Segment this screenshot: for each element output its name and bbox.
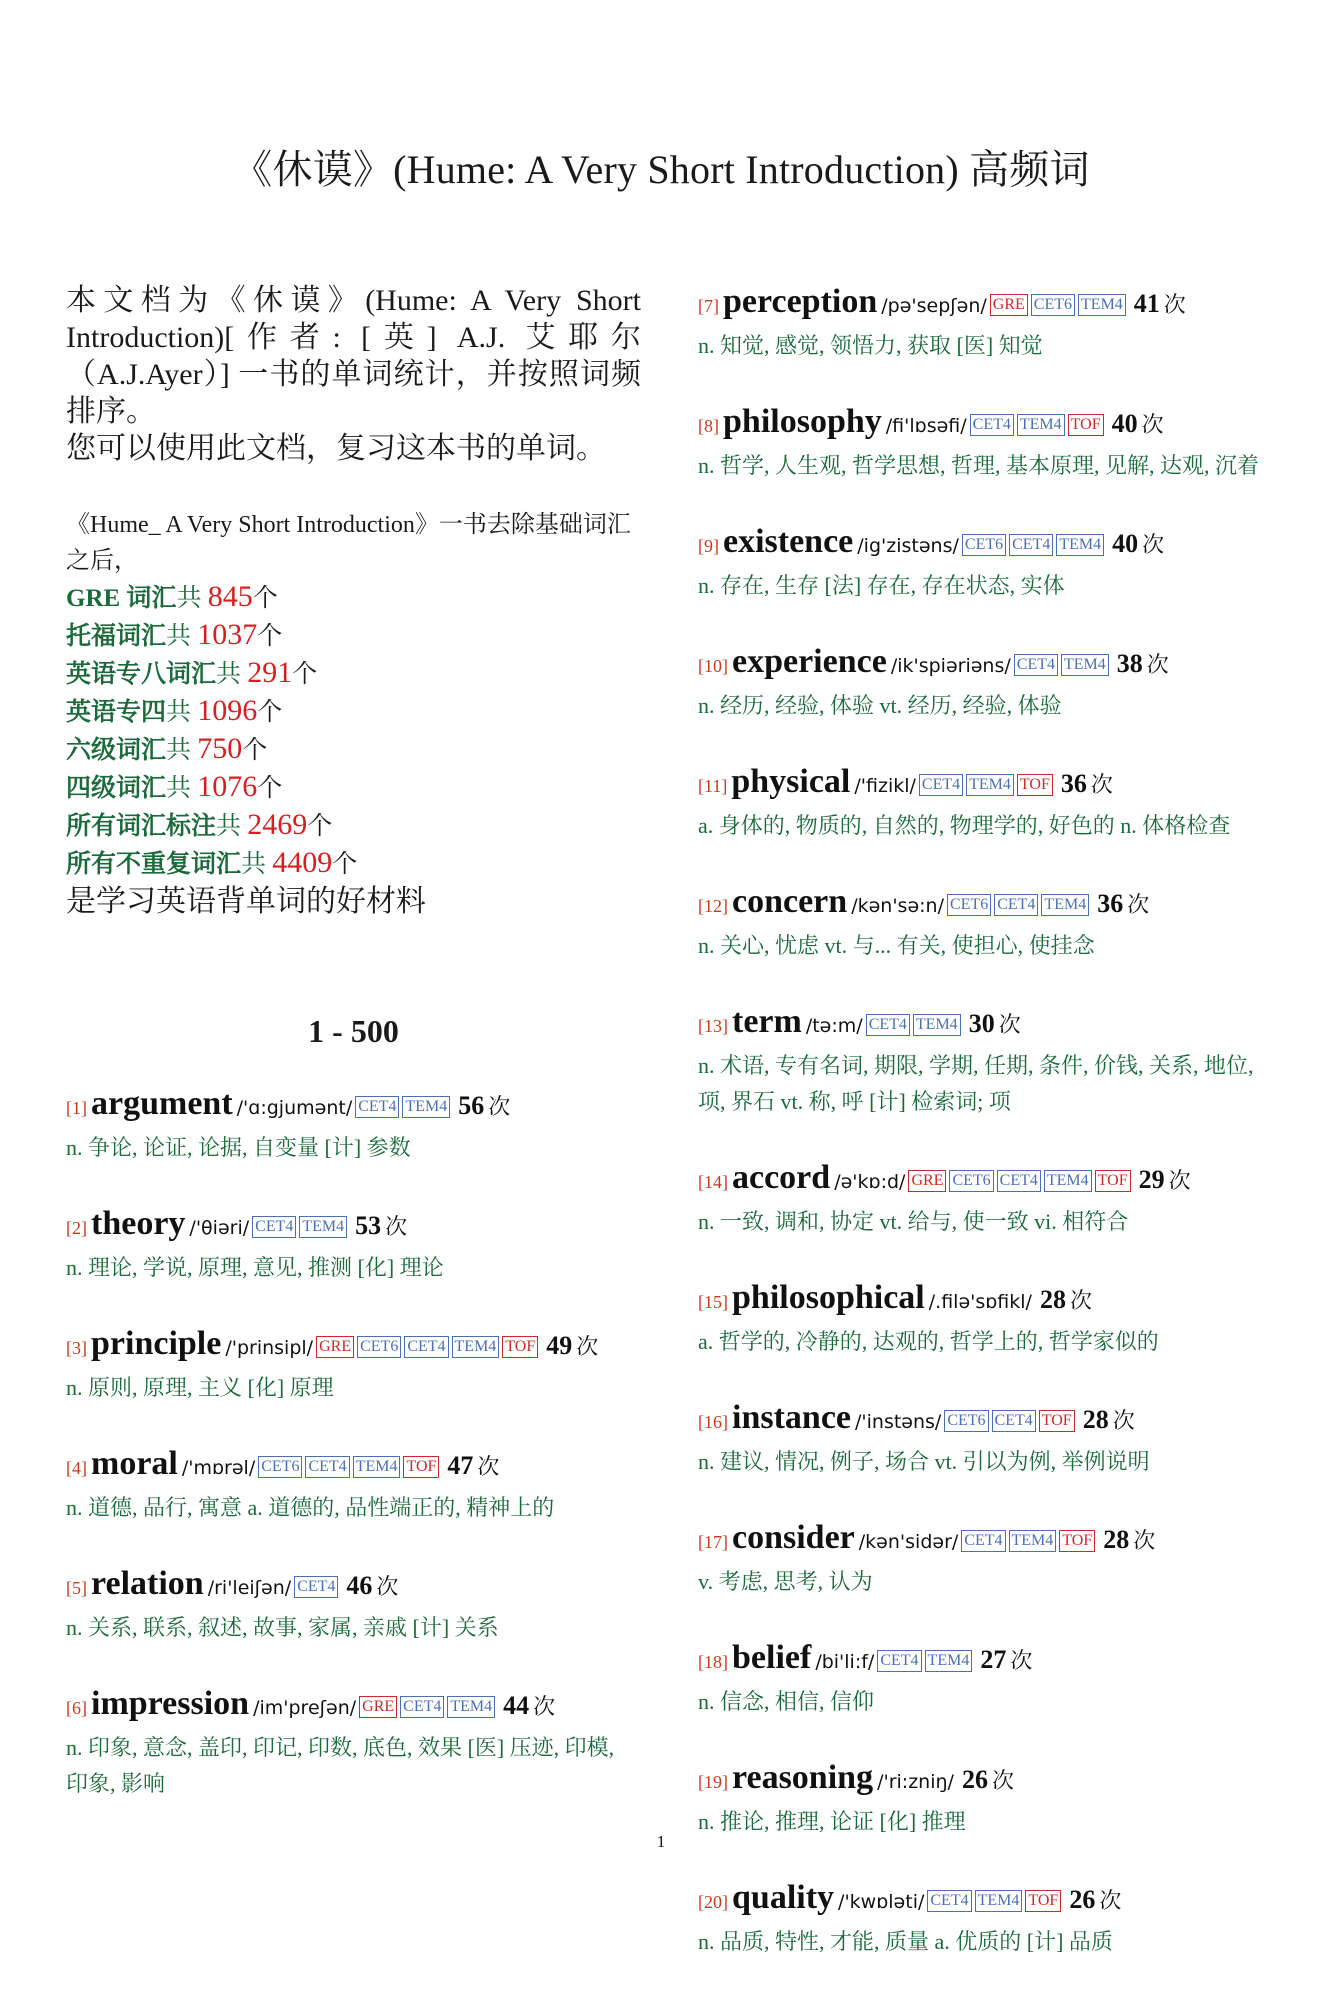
stat-list	[66, 579, 641, 883]
entry-definition: n. 一致, 调和, 协定 vt. 给与, 使一致 vi. 相符合	[698, 1209, 1129, 1234]
stat-row	[66, 731, 641, 769]
entry-index: [9]	[698, 536, 719, 556]
entry-definition: n. 关系, 联系, 叙述, 故事, 家属, 亲戚 [计] 关系	[66, 1615, 499, 1640]
stat-label: 所有词汇标注	[66, 813, 217, 840]
stat-row	[66, 579, 641, 617]
count-suffix: 次	[991, 1768, 1014, 1793]
exam-tag: TOF	[1095, 1170, 1131, 1192]
stat-label: 托福词汇	[66, 623, 167, 650]
exam-tag: CET4	[355, 1096, 399, 1118]
entry-count: 47	[447, 1451, 474, 1480]
entry-definition: n. 争论, 论证, 论据, 自变量 [计] 参数	[66, 1135, 411, 1160]
entry-word: physical	[731, 763, 851, 800]
count-suffix: 次	[533, 1694, 556, 1719]
entry-header	[66, 1324, 641, 1370]
entry-word: argument	[91, 1085, 233, 1122]
exam-tag: TEM4	[1041, 894, 1089, 916]
entry-list-right	[698, 282, 1273, 1960]
entry-header	[698, 402, 1273, 448]
count-suffix: 次	[1141, 412, 1164, 437]
count-suffix: 次	[477, 1454, 500, 1479]
stat-row	[66, 693, 641, 731]
entry-definition: n. 品质, 特性, 才能, 质量 a. 优质的 [计] 品质	[698, 1929, 1113, 1954]
exam-tag: GRE	[359, 1696, 397, 1718]
entry-index: [20]	[698, 1892, 728, 1912]
entry-word: instance	[732, 1399, 851, 1436]
entry-count: 49	[546, 1331, 573, 1360]
exam-tag: TOF	[1017, 774, 1053, 796]
word-entry	[66, 1324, 641, 1406]
entry-index: [17]	[698, 1532, 728, 1552]
intro-text	[66, 282, 641, 467]
exam-tag: GRE	[990, 294, 1028, 316]
exam-tag: CET6	[949, 1170, 993, 1192]
entry-count: 56	[458, 1091, 485, 1120]
entry-header	[66, 1444, 641, 1490]
exam-tag: TEM4	[402, 1096, 450, 1118]
exam-tag: TOF	[1068, 414, 1104, 436]
exam-tag: CET4	[866, 1014, 910, 1036]
page-title: 《休谟》(Hume: A Very Short Introduction) 高频词	[232, 147, 1090, 192]
entry-index: [1]	[66, 1098, 87, 1118]
entry-phonetic: /'θiəri/	[189, 1217, 250, 1239]
exam-tag: CET4	[994, 894, 1038, 916]
entry-phonetic: /ri'leiʃən/	[207, 1577, 292, 1599]
entry-word: philosophy	[723, 403, 882, 440]
word-entry	[698, 1518, 1273, 1600]
stat-unit: 个	[252, 585, 278, 612]
exam-tag: TOF	[403, 1456, 439, 1478]
entry-index: [13]	[698, 1016, 728, 1036]
entry-count: 26	[961, 1765, 988, 1794]
entry-header	[66, 1204, 641, 1250]
stat-number: 845	[207, 580, 253, 613]
entry-word: consider	[732, 1519, 855, 1556]
summary-lead: 《Hume_ A Very Short Introduction》一书去除基础词汇之后，	[66, 512, 631, 574]
count-suffix: 次	[1163, 292, 1186, 317]
entry-phonetic: /'mɒrəl/	[181, 1457, 256, 1479]
exam-tag: CET4	[970, 414, 1014, 436]
stat-row	[66, 769, 641, 807]
entry-count: 28	[1082, 1405, 1109, 1434]
exam-tag: TEM4	[447, 1696, 495, 1718]
entry-count: 28	[1039, 1285, 1066, 1314]
entry-definition: n. 哲学, 人生观, 哲学思想, 哲理, 基本原理, 见解, 达观, 沉着	[698, 453, 1260, 478]
entry-phonetic: /'prinsipl/	[225, 1337, 314, 1359]
entry-word: theory	[91, 1205, 186, 1242]
word-entry	[698, 1878, 1273, 1960]
entry-header	[698, 522, 1273, 568]
stat-unit: 个	[307, 813, 333, 840]
entry-index: [4]	[66, 1458, 87, 1478]
exam-tag: CET4	[919, 774, 963, 796]
entry-header	[698, 1398, 1273, 1444]
count-suffix: 次	[488, 1094, 511, 1119]
page-number: 1	[656, 1832, 666, 1851]
entry-index: [12]	[698, 896, 728, 916]
entry-word: belief	[732, 1639, 812, 1676]
entry-phonetic: /ə'kɒ:d/	[834, 1171, 906, 1193]
entry-word: accord	[732, 1159, 831, 1196]
exam-tag: CET4	[305, 1456, 349, 1478]
count-suffix: 次	[998, 1012, 1021, 1037]
count-suffix: 次	[1069, 1288, 1092, 1313]
count-suffix: 次	[1112, 1408, 1135, 1433]
stat-label: 英语专八词汇	[66, 661, 217, 688]
exam-tag: CET6	[962, 534, 1006, 556]
exam-tag: CET4	[927, 1890, 971, 1912]
stat-suffix: 共	[166, 737, 198, 764]
entry-index: [16]	[698, 1412, 728, 1432]
entry-word: existence	[723, 523, 854, 560]
stat-label: 所有不重复词汇	[66, 851, 242, 878]
entry-header	[698, 1278, 1273, 1324]
entry-phonetic: /ik'spiəriəns/	[890, 655, 1011, 677]
stat-number: 2469	[247, 808, 308, 841]
entry-header	[66, 1564, 641, 1610]
count-suffix: 次	[1146, 652, 1169, 677]
exam-tag: CET6	[1031, 294, 1075, 316]
exam-tag: TEM4	[299, 1216, 347, 1238]
entry-index: [15]	[698, 1292, 728, 1312]
stat-suffix: 共	[216, 661, 248, 688]
word-entry	[66, 1684, 641, 1802]
stat-suffix: 共	[166, 623, 198, 650]
entry-definition: a. 身体的, 物质的, 自然的, 物理学的, 好色的 n. 体格检查	[698, 813, 1231, 838]
exam-tag: TOF	[502, 1336, 538, 1358]
entry-index: [7]	[698, 296, 719, 316]
stat-number: 1096	[197, 694, 258, 727]
word-entry	[698, 1278, 1273, 1360]
stat-unit: 个	[292, 661, 318, 688]
stat-suffix: 共	[216, 813, 248, 840]
entry-word: philosophical	[732, 1279, 925, 1316]
exam-tag: CET6	[357, 1336, 401, 1358]
word-entry	[698, 282, 1273, 364]
entry-word: reasoning	[732, 1759, 874, 1796]
entry-phonetic: /'ri:zniŋ/	[877, 1771, 954, 1793]
entry-definition: n. 道德, 品行, 寓意 a. 道德的, 品性端正的, 精神上的	[66, 1495, 555, 1520]
stat-row	[66, 617, 641, 655]
entry-header	[698, 282, 1273, 328]
exam-tag: TEM4	[925, 1650, 973, 1672]
word-entry	[698, 1002, 1273, 1120]
word-entry	[66, 1204, 641, 1286]
entry-phonetic: /kən'sidər/	[858, 1531, 959, 1553]
entry-header	[698, 642, 1273, 688]
exam-tag: TEM4	[1078, 294, 1126, 316]
entry-definition: n. 术语, 专有名词, 期限, 学期, 任期, 条件, 价钱, 关系, 地位, 项, 界石 vt. 称, 呼 [计] 检索词; 项	[698, 1053, 1254, 1114]
stat-unit: 个	[332, 851, 358, 878]
entry-count: 46	[346, 1571, 373, 1600]
entry-phonetic: /'instəns/	[855, 1411, 942, 1433]
exam-tag: CET4	[1014, 654, 1058, 676]
exam-tag: TEM4	[1009, 1530, 1057, 1552]
entry-header	[698, 1158, 1273, 1204]
count-suffix: 次	[1099, 1888, 1122, 1913]
word-entry	[698, 1158, 1273, 1240]
left-column	[66, 282, 641, 1840]
entry-phonetic: /ig'zistəns/	[857, 535, 959, 557]
exam-tag: CET4	[404, 1336, 448, 1358]
stat-label: 英语专四	[66, 699, 167, 726]
entry-index: [5]	[66, 1578, 87, 1598]
entry-count: 44	[503, 1691, 530, 1720]
entry-definition: n. 经历, 经验, 体验 vt. 经历, 经验, 体验	[698, 693, 1062, 718]
entry-count: 26	[1069, 1885, 1096, 1914]
exam-tag: TEM4	[975, 1890, 1023, 1912]
entry-phonetic: /bi'li:f/	[815, 1651, 875, 1673]
stat-label: GRE 词汇	[66, 585, 177, 612]
entry-definition: n. 知觉, 感觉, 领悟力, 获取 [医] 知觉	[698, 333, 1043, 358]
exam-tag: CET4	[877, 1650, 921, 1672]
entry-count: 36	[1060, 769, 1087, 798]
entry-word: moral	[91, 1445, 178, 1482]
entry-index: [10]	[698, 656, 728, 676]
intro-paragraph-1: 本文档为《休谟》(Hume: A Very Short Introduction)[作者: [英] A.J. 艾耶尔（A.J.Ayer）] 一书的单词统计，并按照词频排序。	[66, 284, 641, 428]
entry-index: [6]	[66, 1698, 87, 1718]
entry-phonetic: /'fizikl/	[854, 775, 916, 797]
word-entry	[698, 642, 1273, 724]
word-entry	[698, 1398, 1273, 1480]
entry-definition: n. 建议, 情况, 例子, 场合 vt. 引以为例, 举例说明	[698, 1449, 1150, 1474]
word-entry	[66, 1444, 641, 1526]
count-suffix: 次	[1127, 892, 1150, 917]
exam-tag: TEM4	[452, 1336, 500, 1358]
word-entry	[698, 762, 1273, 844]
entry-count: 28	[1103, 1525, 1130, 1554]
exam-tag: CET6	[947, 894, 991, 916]
exam-tag: TOF	[1025, 1890, 1061, 1912]
stat-row	[66, 807, 641, 845]
count-suffix: 次	[1133, 1528, 1156, 1553]
exam-tag: CET4	[252, 1216, 296, 1238]
word-entry	[698, 882, 1273, 964]
exam-tag: CET4	[400, 1696, 444, 1718]
entry-index: [19]	[698, 1772, 728, 1792]
exam-tag: TEM4	[913, 1014, 961, 1036]
exam-tag: TEM4	[1017, 414, 1065, 436]
entry-header	[66, 1684, 641, 1730]
entry-definition: n. 存在, 生存 [法] 存在, 存在状态, 实体	[698, 573, 1065, 598]
entry-count: 29	[1138, 1165, 1165, 1194]
entry-count: 36	[1097, 889, 1124, 918]
stat-label: 六级词汇	[66, 737, 167, 764]
entry-index: [18]	[698, 1652, 728, 1672]
stat-row	[66, 655, 641, 693]
stat-suffix: 共	[176, 585, 208, 612]
stat-label: 四级词汇	[66, 775, 167, 802]
entry-count: 53	[355, 1211, 382, 1240]
count-suffix: 次	[385, 1214, 408, 1239]
entry-phonetic: /'kwɒləti/	[838, 1891, 925, 1913]
entry-definition: n. 原则, 原理, 主义 [化] 原理	[66, 1375, 334, 1400]
exam-tag: CET6	[944, 1410, 988, 1432]
exam-tag: TEM4	[1056, 534, 1104, 556]
stat-row	[66, 845, 641, 883]
entry-phonetic: /tə:m/	[805, 1015, 863, 1037]
exam-tag: CET4	[997, 1170, 1041, 1192]
stat-suffix: 共	[241, 851, 273, 878]
entry-index: [8]	[698, 416, 719, 436]
entry-header	[698, 1878, 1273, 1924]
entry-phonetic: /'ɑ:gjumənt/	[236, 1097, 353, 1119]
exam-tag: TOF	[1059, 1530, 1095, 1552]
word-entry	[66, 1564, 641, 1646]
exam-tag: GRE	[316, 1336, 354, 1358]
exam-tag: CET4	[961, 1530, 1005, 1552]
entry-word: perception	[723, 283, 878, 320]
exam-tag: CET4	[1009, 534, 1053, 556]
stat-unit: 个	[242, 737, 268, 764]
count-suffix: 次	[376, 1574, 399, 1599]
range-heading: 1 - 500	[308, 1013, 399, 1049]
right-column	[698, 282, 1273, 1998]
entry-definition: n. 推论, 推理, 论证 [化] 推理	[698, 1809, 966, 1834]
count-suffix: 次	[1090, 772, 1113, 797]
entry-header	[698, 1518, 1273, 1564]
entry-count: 40	[1111, 409, 1138, 438]
entry-index: [11]	[698, 776, 728, 796]
word-entry	[698, 1638, 1273, 1720]
stat-unit: 个	[257, 699, 283, 726]
entry-definition: n. 关心, 忧虑 vt. 与... 有关, 使担心, 使挂念	[698, 933, 1095, 958]
summary-closing: 是学习英语背单词的好材料	[66, 885, 426, 918]
entry-header	[698, 1002, 1273, 1048]
word-entry	[698, 1758, 1273, 1840]
entry-count: 41	[1133, 289, 1160, 318]
exam-tag: TOF	[1039, 1410, 1075, 1432]
entry-index: [3]	[66, 1338, 87, 1358]
entry-word: relation	[91, 1565, 204, 1602]
exam-tag: GRE	[908, 1170, 946, 1192]
entry-definition: n. 理论, 学说, 原理, 意见, 推测 [化] 理论	[66, 1255, 444, 1280]
count-suffix: 次	[1010, 1648, 1033, 1673]
entry-definition: n. 印象, 意念, 盖印, 印记, 印数, 底色, 效果 [医] 压迹, 印模, 印象, 影响	[66, 1735, 615, 1796]
entry-index: [14]	[698, 1172, 728, 1192]
entry-count: 38	[1116, 649, 1143, 678]
entry-header	[698, 762, 1273, 808]
entry-header	[66, 1084, 641, 1130]
exam-tag: CET6	[258, 1456, 302, 1478]
count-suffix: 次	[1168, 1168, 1191, 1193]
entry-definition: a. 哲学的, 冷静的, 达观的, 哲学上的, 哲学家似的	[698, 1329, 1159, 1354]
word-entry	[66, 1084, 641, 1166]
entry-count: 40	[1112, 529, 1139, 558]
entry-phonetic: /im'preʃən/	[253, 1697, 357, 1719]
entry-word: impression	[91, 1685, 250, 1722]
entry-word: concern	[732, 883, 848, 920]
entry-definition: n. 信念, 相信, 信仰	[698, 1689, 875, 1714]
intro-paragraph-2: 您可以使用此文档，复习这本书的单词。	[66, 432, 606, 465]
exam-tag: TEM4	[353, 1456, 401, 1478]
stat-number: 1037	[197, 618, 258, 651]
entry-phonetic: /fi'lɒsəfi/	[885, 415, 967, 437]
exam-tag: CET4	[992, 1410, 1036, 1432]
vocab-summary	[66, 507, 641, 921]
stat-unit: 个	[257, 775, 283, 802]
stat-suffix: 共	[166, 699, 198, 726]
word-entry	[698, 402, 1273, 484]
exam-tag: TEM4	[1044, 1170, 1092, 1192]
stat-unit: 个	[257, 623, 283, 650]
entry-header	[698, 1758, 1273, 1804]
stat-number: 291	[247, 656, 293, 689]
entry-phonetic: /.filə'sɒfikl/	[928, 1291, 1032, 1313]
stat-number: 4409	[272, 846, 333, 879]
entry-header	[698, 1638, 1273, 1684]
count-suffix: 次	[576, 1334, 599, 1359]
stat-number: 1076	[197, 770, 258, 803]
entry-definition: v. 考虑, 思考, 认为	[698, 1569, 873, 1594]
entry-word: experience	[732, 643, 887, 680]
exam-tag: TEM4	[966, 774, 1014, 796]
exam-tag: TEM4	[1061, 654, 1109, 676]
entry-index: [2]	[66, 1218, 87, 1238]
stat-suffix: 共	[166, 775, 198, 802]
entry-count: 30	[968, 1009, 995, 1038]
entry-phonetic: /pə'sepʃən/	[881, 295, 987, 317]
entry-word: term	[732, 1003, 802, 1040]
stat-number: 750	[197, 732, 243, 765]
exam-tag: CET4	[294, 1576, 338, 1598]
entry-word: principle	[91, 1325, 222, 1362]
count-suffix: 次	[1142, 532, 1165, 557]
entry-header	[698, 882, 1273, 928]
word-entry	[698, 522, 1273, 604]
entry-phonetic: /kən'sə:n/	[851, 895, 944, 917]
entry-word: quality	[732, 1879, 835, 1916]
entry-list-left	[66, 1084, 641, 1802]
entry-count: 27	[980, 1645, 1007, 1674]
